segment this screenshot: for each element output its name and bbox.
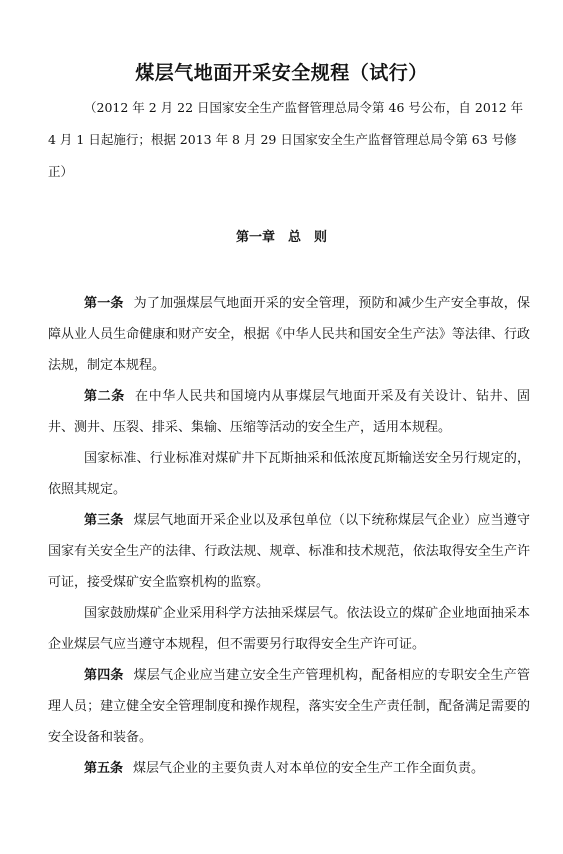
chapter-heading: 第一章 总 则 (235, 230, 327, 245)
paragraph-text: 国家鼓励煤矿企业采用科学方法抽采煤层气。依法设立的煤矿企业地面抽采本企业煤层气应当遵守本规程，但不需要另行取得安全生产许可证。 (48, 606, 530, 652)
article-number: 第一条 (84, 296, 124, 311)
document-body (48, 288, 530, 784)
paragraph (48, 753, 530, 784)
article-number: 第四条 (84, 668, 124, 683)
paragraph-text: 煤层气企业应当建立安全生产管理机构，配备相应的专职安全生产管理人员；建立健全安全管理制度和操作规程，落实安全生产责任制，配备满足需要的安全设备和装备。 (48, 668, 530, 745)
paragraph (48, 660, 530, 753)
paragraph-text: 在中华人民共和国境内从事煤层气地面开采及有关设计、钻井、固井、测井、压裂、排采、集输、压缩等活动的安全生产，适用本规程。 (48, 389, 530, 435)
article-number: 第三条 (84, 513, 124, 528)
paragraph (48, 505, 530, 598)
paragraph (48, 598, 530, 660)
paragraph (48, 381, 530, 443)
paragraph-text: 为了加强煤层气地面开采的安全管理，预防和减少生产安全事故，保障从业人员生命健康和财产安全，根据《中华人民共和国安全生产法》等法律、行政法规，制定本规程。 (48, 296, 530, 373)
document-title: 煤层气地面开采安全规程（试行） (135, 62, 428, 84)
article-number: 第二条 (84, 389, 125, 404)
article-number: 第五条 (84, 761, 124, 776)
paragraph-text: 国家标准、行业标准对煤矿井下瓦斯抽采和低浓度瓦斯输送安全另行规定的，依照其规定。 (48, 451, 530, 497)
paragraph-text: 煤层气地面开采企业以及承包单位（以下统称煤层气企业）应当遵守国家有关安全生产的法律、行政法规、规章、标准和技术规范，依法取得安全生产许可证，接受煤矿安全监察机构的监察。 (48, 513, 530, 590)
promulgation-note (48, 92, 528, 188)
paragraph-text: 煤层气企业的主要负责人对本单位的安全生产工作全面负责。 (133, 761, 485, 776)
paragraph (48, 443, 530, 505)
note-text: （2012 年 2 月 22 日国家安全生产监督管理总局令第 46 号公布，自 2012 年 4 月 1 日起施行；根据 2013 年 8 月 29 日国家安全生产监督管理总局令第 63 号修正） (48, 100, 524, 179)
paragraph (48, 288, 530, 381)
